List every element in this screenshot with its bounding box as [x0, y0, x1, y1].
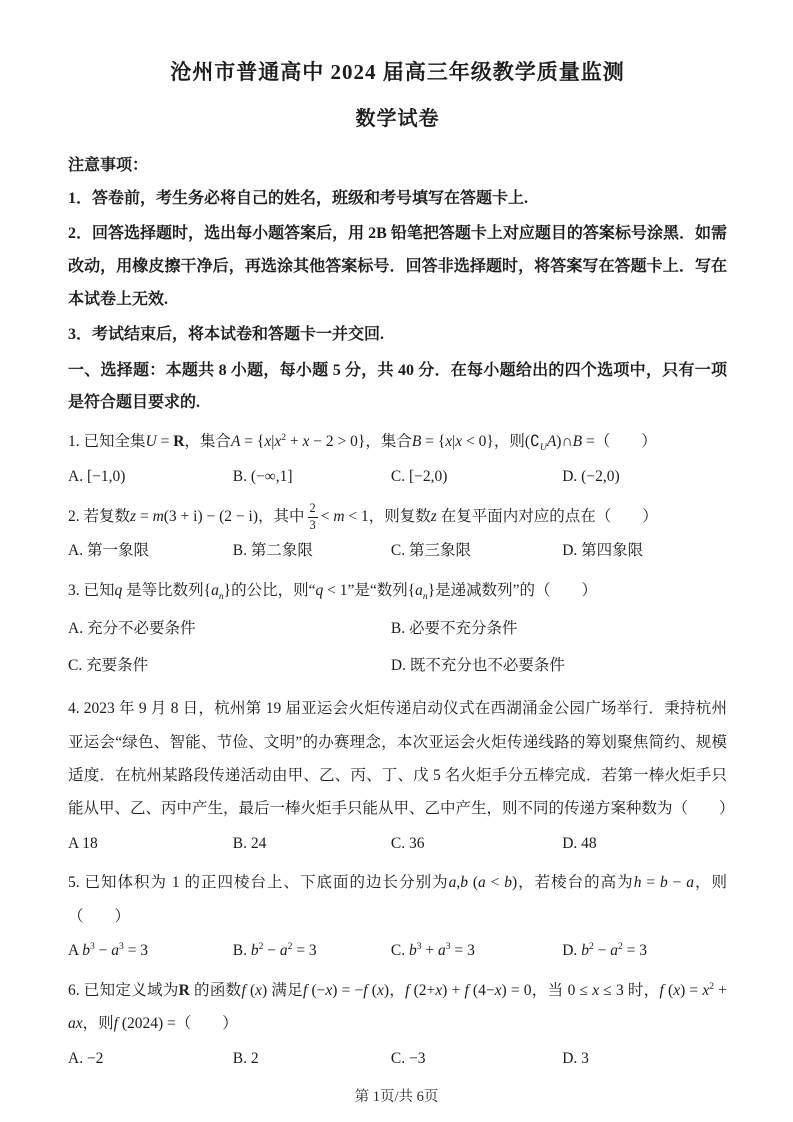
question-options [68, 1047, 727, 1072]
question-options [68, 539, 727, 564]
option-b: B. $b^2 - a^2 = 3$ [232, 940, 317, 960]
option-a: A. 第一象限 [68, 542, 149, 560]
option-a: A $b^3 - a^3 = 3$ [68, 940, 149, 960]
option-c: C. −3 [390, 1049, 426, 1067]
option-a: A. 充分不必要条件 [68, 619, 196, 637]
section-heading: 一、选择题：本题共 8 小题，每小题 5 分，共 40 分．在每小题给出的四个选项中，只有一项是符合题目要求的. [68, 362, 727, 412]
question-options [68, 465, 727, 490]
question-options [68, 832, 727, 857]
question-stem: 4. 2023 年 9 月 8 日，杭州第 19 届亚运会火炬传递启动仪式在西湖涌金公园广场举行．秉持杭州亚运会“绿色、智能、节俭、文明”的办赛理念，本次亚运会火炬传递线路的筹划聚焦简约、规模适度．在杭州某路段传递活动由甲、乙、丙、丁、戊 5 名火炬手分五棒完成．若第一棒火炬手只能从甲、乙、丙中产生，最后一棒火炬手只能从甲、乙中产生，则不同的传递方案种数为（ ） [68, 700, 735, 818]
exam-subtitle: 数学试卷 [355, 108, 440, 130]
option-a: A. −2 [68, 1049, 104, 1067]
option-b: B. 第二象限 [232, 542, 313, 560]
option-b: B. 24 [232, 834, 267, 852]
option-c: C. 36 [390, 834, 425, 852]
question-1 [68, 425, 727, 490]
question-5 [68, 866, 727, 964]
option-c: C. $b^3 + a^3 = 3$ [390, 940, 475, 960]
question-stem: 6. 已知定义域为R 的函数f (x) 满足f (−x) = −f (x)，f (2+x) + f (4−x) = 0，当 0 ≤ x ≤ 3 时，f $(x) = x^2$ + ax，则f (2024) =（ ） [68, 980, 727, 1033]
question-stem: 3. 已知q 是等比数列$\{a_n\}$的公比，则“q < 1”是“数列$\{a_n\}$是递减数列”的（ ） [68, 582, 598, 603]
option-d: D. (−2,0) [562, 468, 620, 486]
option-d: D. 既不充分也不必要条件 [390, 657, 565, 675]
question-options [68, 939, 727, 964]
option-d: D. $b^2 - a^2 = 3$ [562, 940, 648, 960]
option-c: C. 充要条件 [68, 657, 149, 675]
question-3 [68, 574, 727, 684]
option-a: A 18 [68, 834, 98, 852]
notice-item-1: 1．答卷前，考生务必将自己的姓名，班级和考号填写在答题卡上. [68, 190, 529, 208]
page-footer: 第 1页/共 6页 [354, 1089, 439, 1105]
question-6 [68, 974, 727, 1071]
option-b: B. (−∞,1] [232, 468, 293, 486]
question-options [68, 610, 727, 684]
notice-item-3: 3．考试结束后，将本试卷和答题卡一并交回. [68, 325, 385, 343]
option-d: D. 48 [562, 834, 597, 852]
option-a: A. [−1,0) [68, 468, 126, 486]
option-c: C. 第三象限 [390, 542, 471, 560]
question-stem: 2. 若复数z = m(3 + i) − (2 − i)，其中 $\frac{2}{3}$ < m < 1，则复数z 在复平面内对应的点在（ ） [68, 501, 658, 532]
notice-item-2: 2．回答选择题时，选出每小题答案后，用 2B 铅笔把答题卡上对应题目的答案标号涂黑．如需改动，用橡皮擦干净后，再选涂其他答案标号．回答非选择题时，将答案写在答题卡上．写在本试卷上无效. [68, 225, 727, 308]
option-d: D. 第四象限 [562, 542, 644, 560]
option-d: D. 3 [562, 1049, 589, 1067]
notice-heading: 注意事项： [68, 157, 149, 174]
notice-block [68, 151, 727, 351]
question-2 [68, 500, 727, 564]
option-b: B. 2 [232, 1049, 259, 1067]
question-4 [68, 692, 735, 856]
option-b: B. 必要不充分条件 [390, 619, 518, 637]
option-c: C. [−2,0) [390, 468, 448, 486]
question-stem: 1. 已知全集U = R，集合$A = \{x|x^2 + x - 2 > 0\}$，集合B = {x|x < 0}，则$(∁_UA)\cap B$ =（ ） [68, 432, 657, 454]
exam-title: 沧州市普通高中 2024 届高三年级教学质量监测 [170, 60, 625, 84]
question-stem: 5. 已知体积为 1 的正四棱台上、下底面的边长分别为a,b (a < b)，若棱台的高为h = b − a，则（ ） [68, 874, 727, 925]
